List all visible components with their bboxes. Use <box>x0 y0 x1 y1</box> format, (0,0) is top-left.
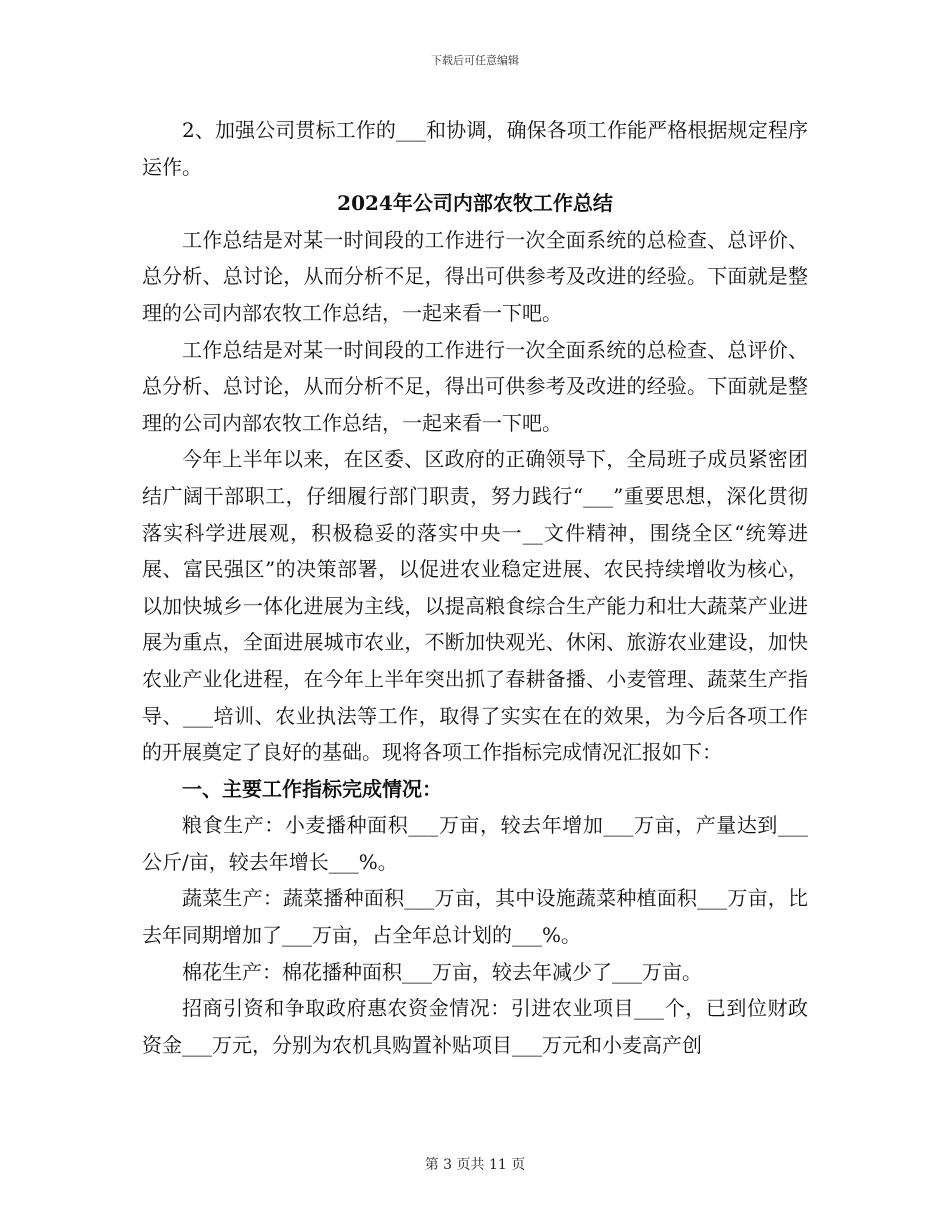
paragraph-vegetable: 蔬菜生产：蔬菜播种面积___万亩，其中设施蔬菜种植面积___万亩，比去年同期增加了___万亩，占全年总计划的___%。 <box>142 886 808 948</box>
document-title: 2024年公司内部农牧工作总结 <box>337 191 613 216</box>
paragraph-grain: 粮食生产：小麦播种面积___万亩，较去年增加___万亩，产量达到___公斤/亩，较去年增长___%。 <box>142 813 808 874</box>
page-number: 第 3 页共 11 页 <box>424 1157 526 1173</box>
paragraph-investment: 招商引资和争取政府惠农资金情况：引进农业项目___个，已到位财政资金___万元，分别为农机具购置补贴项目___万元和小麦高产创 <box>142 996 808 1057</box>
page-header-note: 下载后可任意编辑 <box>431 54 519 67</box>
section-heading-1: 一、主要工作指标完成情况： <box>182 776 442 801</box>
paragraph-cotton: 棉花生产：棉花播种面积___万亩，较去年减少了___万亩。 <box>182 959 702 984</box>
paragraph-2: 工作总结是对某一时间段的工作进行一次全面系统的总检查、总评价、总分析、总讨论，从而分析不足，得出可供参考及改进的经验。下面就是整理的公司内部农牧工作总结，一起来看一下吧。 <box>142 227 808 325</box>
paragraph-3: 工作总结是对某一时间段的工作进行一次全面系统的总检查、总评价、总分析、总讨论，从而分析不足，得出可供参考及改进的经验。下面就是整理的公司内部农牧工作总结，一起来看一下吧。 <box>142 337 808 435</box>
paragraph-4: 今年上半年以来，在区委、区政府的正确领导下，全局班子成员紧密团结广阔干部职工，仔细履行部门职责，努力践行“___”重要思想，深化贯彻落实科学进展观，积极稳妥的落实中央一__文件精神，围绕全区“统筹进展、富民强区”的决策部署，以促进农业稳定进展、农民持续增收为核心，以加快城乡一体化进展为主线，以提高粮食综合生产能力和壮大蔬菜产业进展为重点，全面进展城市农业，不断加快观光、休闲、旅游农业建设，加快农业产业化进程，在今年上半年突出抓了春耕备播、小麦管理、蔬菜生产指导、___培训、农业执法等工作，取得了实实在在的效果，为今后各项工作的开展奠定了良好的基础。现将各项工作指标完成情况汇报如下： <box>142 447 808 765</box>
paragraph-1: 2、加强公司贯标工作的___和协调，确保各项工作能严格根据规定程序运作。 <box>142 118 808 179</box>
document-body <box>142 112 808 1063</box>
